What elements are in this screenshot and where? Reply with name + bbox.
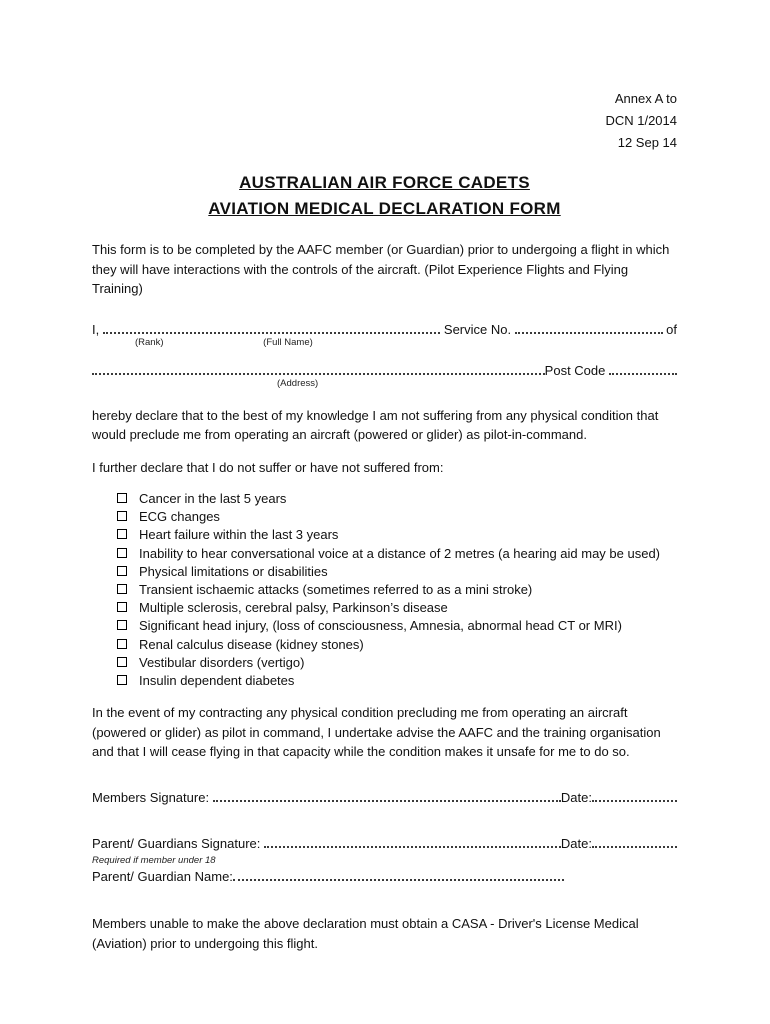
- condition-label: Significant head injury, (loss of consciousness, Amnesia, abnormal head CT or MRI): [139, 618, 622, 634]
- of-label: of: [662, 321, 677, 337]
- checkbox-icon[interactable]: [117, 657, 127, 667]
- address-sublabels: [92, 378, 677, 390]
- member-date-blank[interactable]: [592, 800, 677, 802]
- checkbox-icon[interactable]: [117, 584, 127, 594]
- dcn-reference: DCN 1/2014: [605, 113, 677, 128]
- conditions-checklist: [92, 490, 677, 690]
- condition-item: [117, 526, 677, 544]
- condition-label: Physical limitations or disabilities: [139, 563, 328, 579]
- checkbox-icon[interactable]: [117, 675, 127, 685]
- parent-date-label: Date:: [560, 836, 592, 852]
- condition-label: ECG changes: [139, 509, 220, 525]
- condition-label: Inability to hear conversational voice at a distance of 2 metres (a hearing aid may be used): [139, 545, 661, 561]
- document-date: 12 Sep 14: [617, 135, 677, 150]
- condition-label: Renal calculus disease (kidney stones): [139, 636, 364, 652]
- condition-label: Multiple sclerosis, cerebral palsy, Parkinson’s disease: [139, 600, 448, 616]
- annex-reference: Annex A to: [614, 91, 677, 106]
- post-code-blank[interactable]: [609, 373, 677, 375]
- form-title-line1: AUSTRALIAN AIR FORCE CADETS: [239, 173, 530, 192]
- identity-section: [92, 322, 677, 349]
- post-code-label: Post Code: [544, 362, 609, 378]
- parent-signature-blank[interactable]: [264, 846, 561, 848]
- casa-medical-note: Members unable to make the above declaration must obtain a CASA - Driver's License Medical (Aviation) prior to undergoing this flight.: [92, 916, 639, 951]
- condition-item: [117, 490, 677, 508]
- checkbox-icon[interactable]: [117, 493, 127, 503]
- condition-label: Insulin dependent diabetes: [139, 673, 295, 689]
- service-no-label: Service No.: [440, 321, 515, 337]
- member-date-label: Date:: [560, 789, 592, 805]
- condition-label: Transient ischaemic attacks (sometimes referred to as a mini stroke): [139, 582, 533, 598]
- checkbox-icon[interactable]: [117, 529, 127, 539]
- address-blank[interactable]: [92, 373, 545, 375]
- rank-and-name-blank[interactable]: [103, 332, 440, 334]
- further-declaration-lead: I further declare that I do not suffer or have not suffered from:: [92, 459, 444, 475]
- condition-item: [117, 545, 677, 563]
- service-no-blank[interactable]: [515, 332, 663, 334]
- declaration-paragraph: hereby declare that to the best of my knowledge I am not suffering from any physical condition that would preclude me from operating an aircraft (powered or glider) as pilot-in-command.: [92, 407, 659, 442]
- checkbox-icon[interactable]: [117, 548, 127, 558]
- form-title: [92, 170, 677, 222]
- form-title-line2: AVIATION MEDICAL DECLARATION FORM: [208, 199, 561, 218]
- condition-item: [117, 672, 677, 690]
- condition-item: [117, 617, 677, 635]
- condition-item: [117, 508, 677, 526]
- required-if-under-18-note: Required if member under 18: [92, 854, 216, 866]
- checkbox-icon[interactable]: [117, 639, 127, 649]
- condition-label: Vestibular disorders (vertigo): [139, 654, 305, 670]
- intro-paragraph: This form is to be completed by the AAFC member (or Guardian) prior to undergoing a flight in which they will have interactions with the controls of the aircraft. (Pilot Experience Flights and Flying Training): [92, 242, 670, 296]
- parent-signature-label: Parent/ Guardians Signature:: [92, 836, 264, 852]
- document-reference-block: [92, 88, 677, 154]
- member-signature-blank[interactable]: [213, 800, 561, 802]
- address-section: [92, 363, 677, 390]
- parent-date-blank[interactable]: [592, 846, 677, 848]
- checkbox-icon[interactable]: [117, 620, 127, 630]
- parent-signature-section: [92, 834, 677, 886]
- parent-name-label: Parent/ Guardian Name:: [92, 868, 233, 884]
- rank-sublabel: (Rank): [135, 336, 164, 348]
- identity-prefix-label: I,: [92, 321, 103, 337]
- undertaking-paragraph: In the event of my contracting any physical condition precluding me from operating an aircraft (powered or glider) as pilot in command, I undertake advise the AAFC and the training organisation and that I will cease flying in that capacity while the condition makes it unsafe for me to do so.: [92, 705, 661, 760]
- condition-item: [117, 581, 677, 599]
- condition-item: [117, 654, 677, 672]
- address-sublabel: (Address): [277, 377, 319, 389]
- condition-item: [117, 599, 677, 617]
- checkbox-icon[interactable]: [117, 511, 127, 521]
- condition-label: Cancer in the last 5 years: [139, 491, 287, 506]
- checkbox-icon[interactable]: [117, 566, 127, 576]
- condition-label: Heart failure within the last 3 years: [139, 527, 339, 543]
- condition-item: [117, 636, 677, 654]
- parent-name-blank[interactable]: [233, 879, 564, 881]
- checkbox-icon[interactable]: [117, 602, 127, 612]
- full-name-sublabel: (Full Name): [263, 336, 313, 348]
- identity-sublabels: [92, 337, 677, 349]
- parent-name-row: [92, 867, 564, 887]
- member-signature-label: Members Signature:: [92, 789, 213, 805]
- condition-item: [117, 563, 677, 581]
- member-signature-section: [92, 788, 677, 808]
